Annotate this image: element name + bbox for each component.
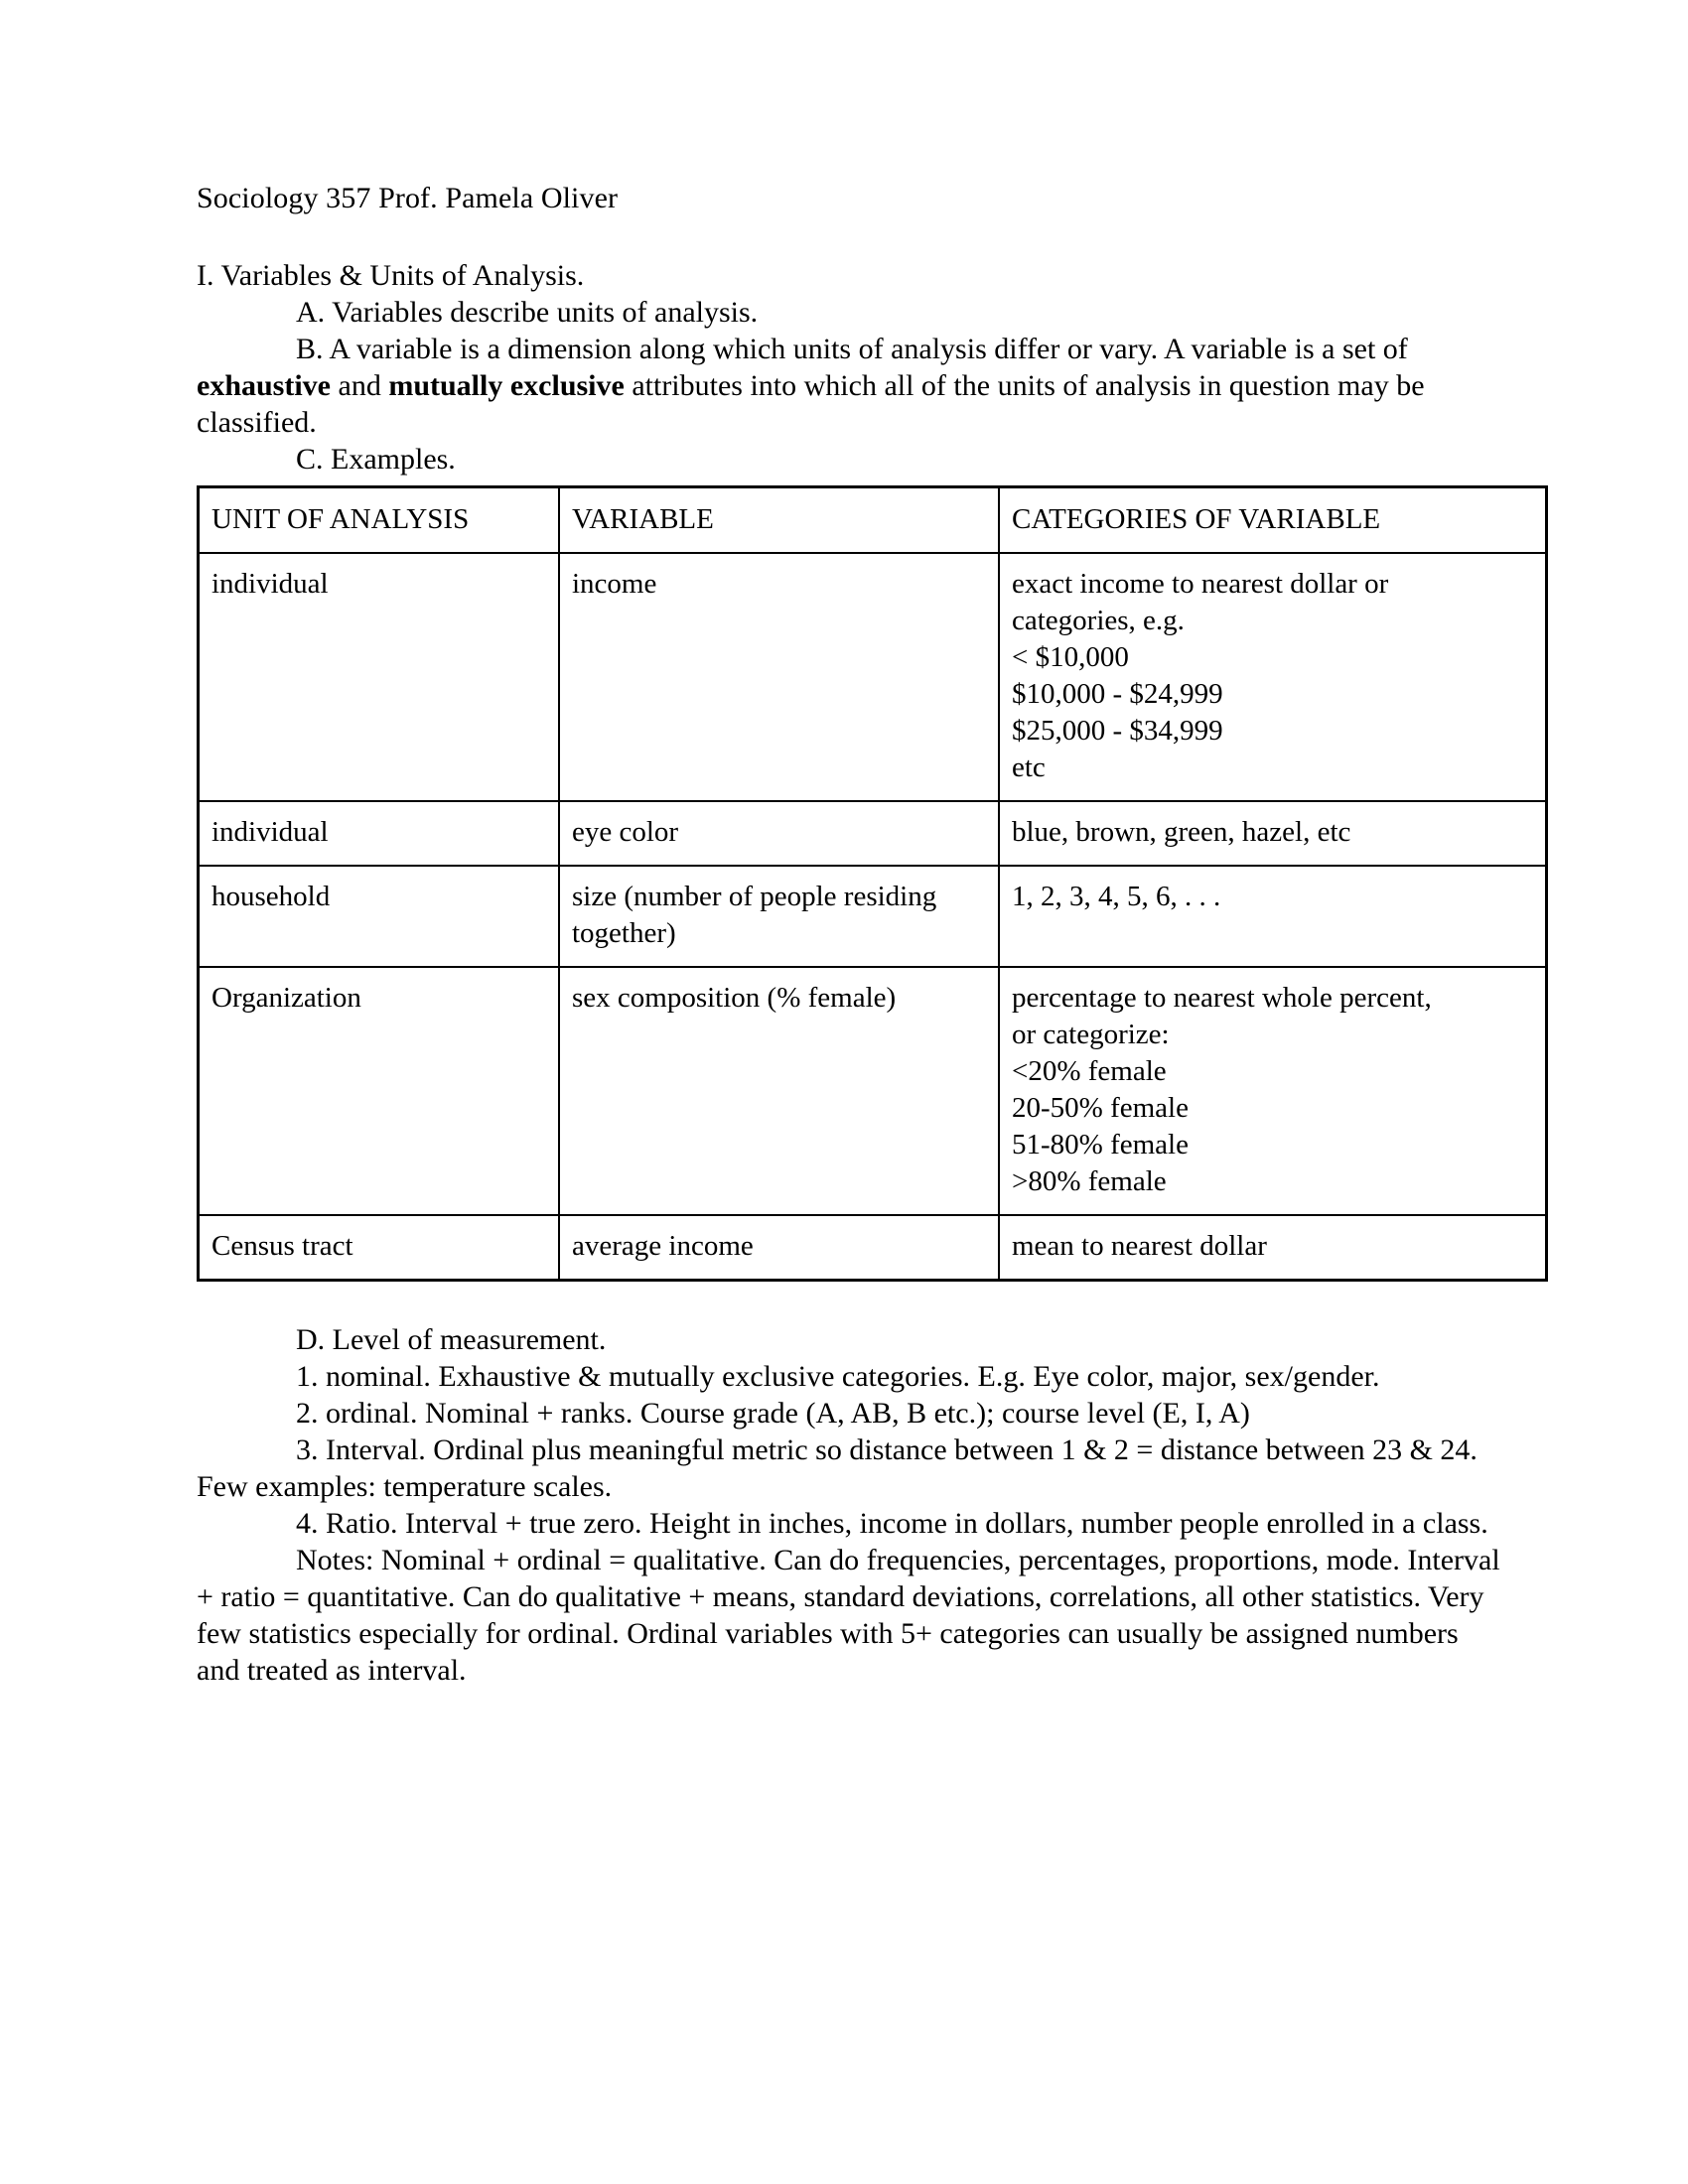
cell-variable: eye color (559, 801, 999, 866)
measurement-item-4: 4. Ratio. Interval + true zero. Height in inches, income in dollars, number people enrolled in a class. (296, 1507, 1488, 1540)
category-line: < $10,000 (1012, 641, 1129, 673)
cell-variable: average income (559, 1215, 999, 1281)
category-line: 51-80% female (1012, 1129, 1189, 1160)
item-b-bold-exhaustive: exhaustive (197, 369, 331, 402)
column-header-unit: UNIT OF ANALYSIS (199, 487, 560, 554)
cell-unit: household (199, 866, 560, 967)
category-line: 20-50% female (1012, 1092, 1189, 1124)
cell-categories (999, 801, 1547, 866)
table-row (199, 1215, 1547, 1281)
table-header-row (199, 487, 1547, 554)
category-line: mean to nearest dollar (1012, 1230, 1267, 1262)
column-header-categories: CATEGORIES OF VARIABLE (999, 487, 1547, 554)
measurement-item-1: 1. nominal. Exhaustive & mutually exclusive categories. E.g. Eye color, major, sex/gender. (296, 1360, 1380, 1393)
examples-table (197, 485, 1548, 1282)
cell-variable: size (number of people residing together) (559, 866, 999, 967)
measurement-notes: Notes: Nominal + ordinal = qualitative. Can do frequencies, percentages, proportions, mode. Interval + ratio = quantitative. Can do qualitative + means, standard deviations, correlations, all other statistics. Very few statistics especially for ordinal. Ordinal variables with 5+ categories can usually be assigned numbers and treated as interval. (197, 1544, 1500, 1687)
table-row (199, 967, 1547, 1215)
column-header-variable: VARIABLE (559, 487, 999, 554)
cell-categories (999, 1215, 1547, 1281)
course-header: Sociology 357 Prof. Pamela Oliver (197, 182, 619, 214)
category-line: $10,000 - $24,999 (1012, 678, 1223, 710)
cell-variable: income (559, 553, 999, 801)
section-d-heading: D. Level of measurement. (296, 1323, 607, 1356)
section-d (197, 1321, 1504, 1689)
category-line: etc (1012, 751, 1046, 783)
item-b-text-1: B. A variable is a dimension along which units of analysis differ or vary. A variable is a set of (296, 333, 1408, 365)
section-i-item-a: A. Variables describe units of analysis. (296, 296, 759, 329)
cell-unit: Census tract (199, 1215, 560, 1281)
section-i-heading: I. Variables & Units of Analysis. (197, 259, 585, 292)
category-line: blue, brown, green, hazel, etc (1012, 816, 1351, 848)
cell-variable: sex composition (% female) (559, 967, 999, 1215)
section-i-item-c: C. Examples. (296, 443, 456, 476)
item-b-text-2: and (331, 369, 389, 402)
cell-categories (999, 553, 1547, 801)
cell-unit: individual (199, 801, 560, 866)
measurement-item-3: 3. Interval. Ordinal plus meaningful metric so distance between 1 & 2 = distance between 23 & 24. Few examples: temperature scales. (197, 1433, 1477, 1503)
category-line: categories, e.g. (1012, 605, 1185, 636)
table-row (199, 553, 1547, 801)
category-line: $25,000 - $34,999 (1012, 715, 1223, 747)
cell-categories (999, 866, 1547, 967)
category-line: 1, 2, 3, 4, 5, 6, . . . (1012, 881, 1221, 912)
cell-categories (999, 967, 1547, 1215)
table-row (199, 801, 1547, 866)
category-line: >80% female (1012, 1165, 1167, 1197)
cell-unit: Organization (199, 967, 560, 1215)
table-row (199, 866, 1547, 967)
category-line: <20% female (1012, 1055, 1167, 1087)
section-i-item-b (197, 331, 1504, 441)
item-b-bold-mutually-exclusive: mutually exclusive (388, 369, 625, 402)
item-b-text-3: attributes into which all of the units of analysis in question may be classified. (197, 369, 1425, 439)
cell-unit: individual (199, 553, 560, 801)
measurement-item-2: 2. ordinal. Nominal + ranks. Course grade (A, AB, B etc.); course level (E, I, A) (296, 1397, 1250, 1430)
category-line: or categorize: (1012, 1019, 1170, 1050)
category-line: exact income to nearest dollar or (1012, 568, 1389, 600)
category-line: percentage to nearest whole percent, (1012, 982, 1432, 1014)
